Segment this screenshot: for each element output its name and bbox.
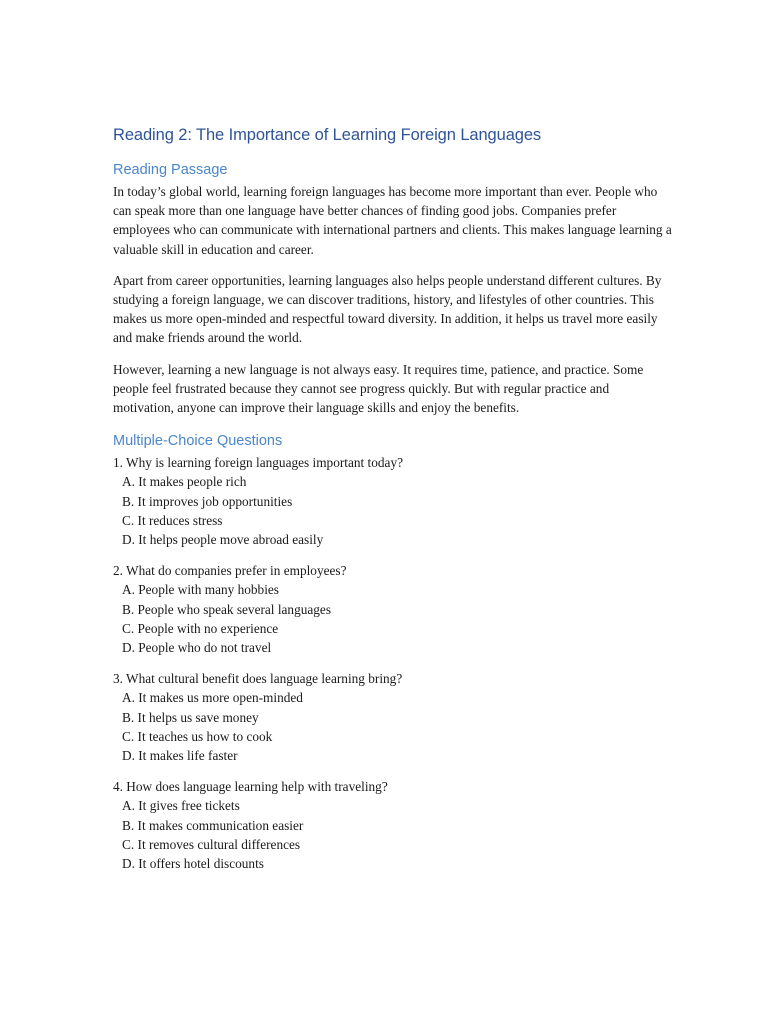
question-option: B. It makes communication easier	[122, 817, 304, 833]
question-3	[113, 669, 673, 765]
question-option: B. It helps us save money	[122, 709, 259, 725]
mcq-heading: Multiple-Choice Questions	[113, 433, 283, 450]
question-text: 3. What cultural benefit does language learning bring?	[113, 671, 403, 687]
passage-paragraph-2: Apart from career opportunities, learning languages also helps people understand different cultures. By studying a foreign language, we can discover traditions, history, and lifestyles of other countries. This makes us more open-minded and respectful toward diversity. In addition, it helps us travel more easily and make friends around the world.	[113, 272, 662, 346]
question-option: A. It makes us more open-minded	[122, 690, 303, 706]
question-option: B. People who speak several languages	[122, 601, 331, 617]
question-text: 1. Why is learning foreign languages important today?	[113, 455, 403, 471]
question-option: A. It gives free tickets	[122, 798, 240, 814]
question-option: D. It helps people move abroad easily	[122, 532, 324, 548]
question-1	[113, 453, 673, 549]
question-option: D. People who do not travel	[122, 640, 272, 656]
question-option: D. It offers hotel discounts	[122, 856, 264, 872]
question-option: A. It makes people rich	[122, 474, 247, 490]
question-option: D. It makes life faster	[122, 748, 238, 764]
question-option: C. It removes cultural differences	[122, 836, 301, 852]
reading-passage	[113, 182, 673, 417]
question-list	[113, 453, 673, 873]
question-option: A. People with many hobbies	[122, 582, 279, 598]
question-option: C. It reduces stress	[122, 512, 223, 528]
reading-passage-heading: Reading Passage	[113, 162, 228, 178]
document-title: Reading 2: The Importance of Learning Foreign Languages	[113, 126, 542, 144]
question-option: B. It improves job opportunities	[122, 493, 293, 509]
question-text: 2. What do companies prefer in employees?	[113, 563, 347, 579]
question-option: C. People with no experience	[122, 620, 279, 636]
question-2	[113, 561, 673, 657]
passage-paragraph-3: However, learning a new language is not always easy. It requires time, patience, and practice. Some people feel frustrated because they cannot see progress quickly. But with regular practice and motivation, anyone can improve their language skills and enjoy the benefits.	[113, 361, 644, 416]
question-option: C. It teaches us how to cook	[122, 728, 273, 744]
passage-paragraph-1: In today’s global world, learning foreign languages has become more important than ever. People who can speak more than one language have better chances of finding good jobs. Companies prefer employees who can communicate with international partners and clients. This makes language learning a valuable skill in education and career.	[113, 184, 672, 257]
document-page	[113, 124, 673, 885]
question-4	[113, 777, 673, 873]
question-text: 4. How does language learning help with traveling?	[113, 779, 388, 795]
